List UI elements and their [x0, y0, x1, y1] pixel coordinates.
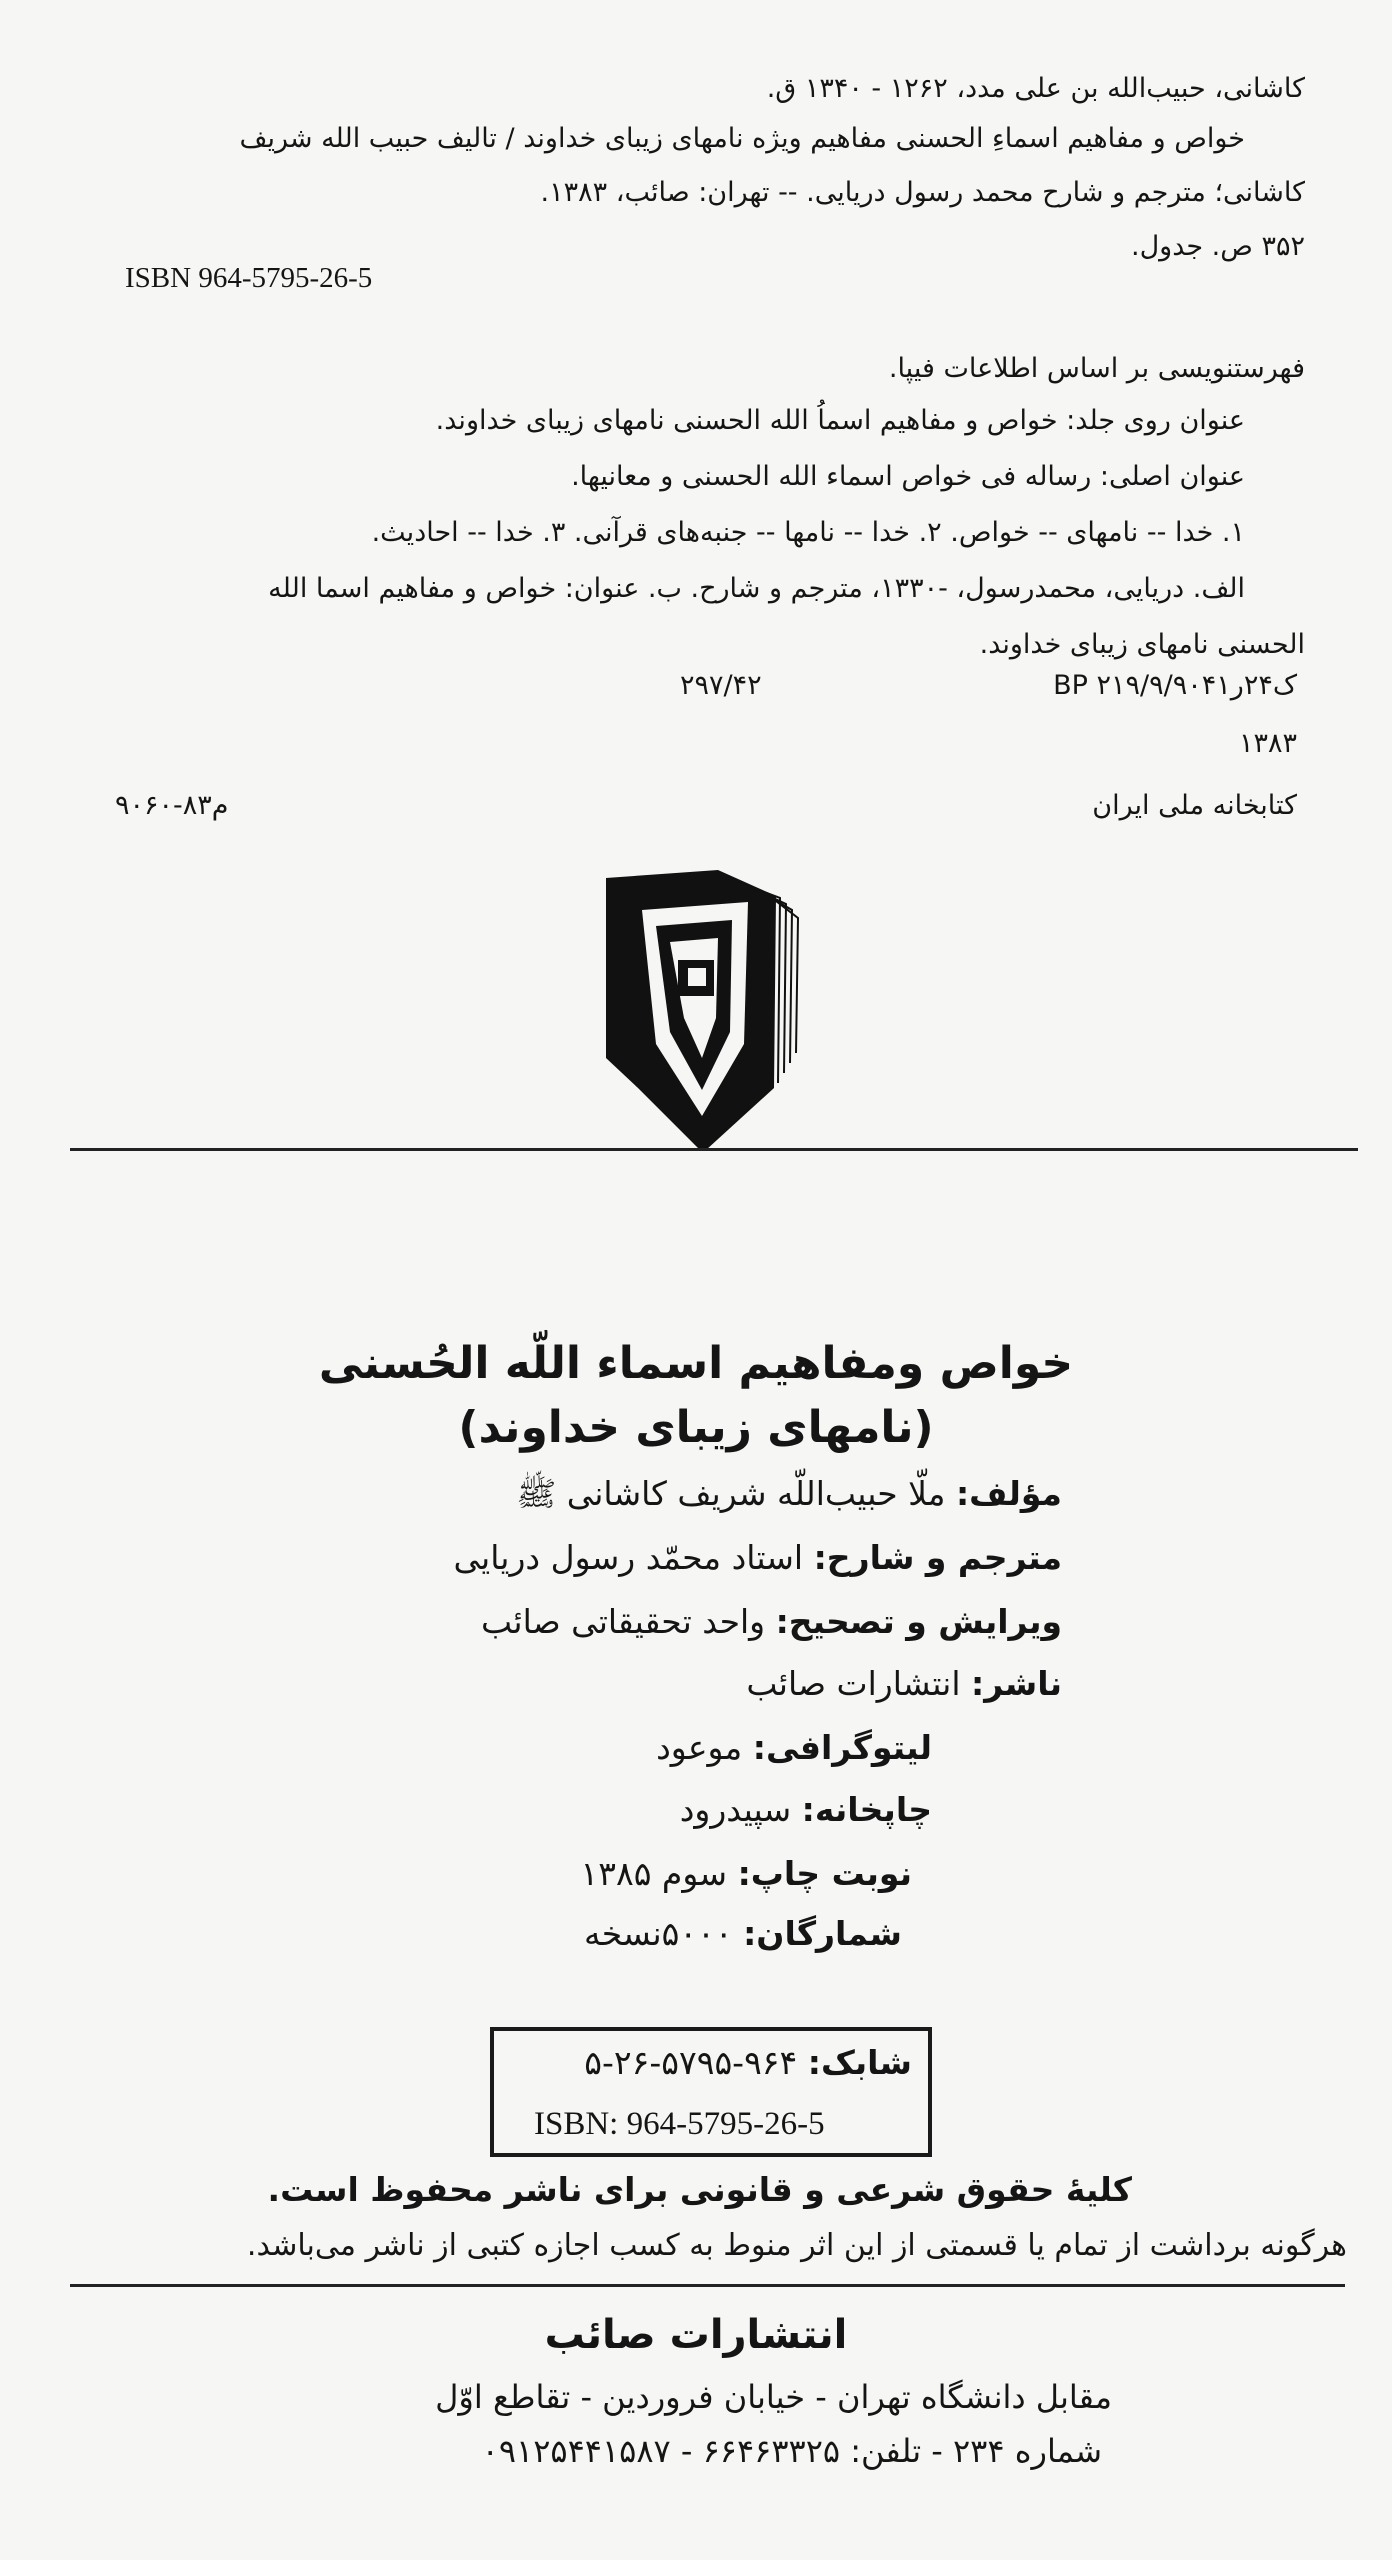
credit-lithography — [656, 1728, 932, 1767]
cataloging-block — [120, 60, 1305, 840]
cip-pages-line: ۳۵۲ ص. جدول. — [1130, 231, 1305, 262]
cip-isbn: ISBN 964-5795-26-5 — [125, 262, 373, 294]
credit-value: ۵۰۰۰نسخه — [584, 1914, 733, 1953]
credit-value: سپیدرود — [679, 1790, 792, 1829]
credit-value: سوم ۱۳۸۵ — [580, 1854, 728, 1893]
rights-notice: کلیهٔ حقوق شرعی و قانونی برای ناشر محفوظ است. — [267, 2170, 1132, 2209]
credit-label: ویرایش و تصحیح: — [775, 1602, 1062, 1641]
credit-label: نوبت چاپ: — [737, 1854, 912, 1893]
book-subtitle: (نامهای زیبای خداوند) — [458, 1402, 934, 1453]
credit-value: ملّا حبیب‌اللّه شریف کاشانی ﷺ — [516, 1474, 946, 1513]
cip-author-line: کاشانی، حبیب‌الله بن علی مدد، ۱۲۶۲ - ۱۳۴۰ ق. — [766, 73, 1305, 104]
cip-subjects-line: ۱. خدا -- نامهای -- خواص. ۲. خدا -- نامها -- جنبه‌های قرآنی. ۳. خدا -- احادیث. — [371, 517, 1245, 548]
publisher-address: مقابل دانشگاه تهران - خیابان فروردین - تقاطع اوّل — [435, 2378, 1112, 2416]
cip-added-entries-cont: الحسنی نامهای زیبای خداوند. — [979, 629, 1305, 660]
credit-label: شمارگان: — [743, 1914, 902, 1953]
cip-added-entries-line: الف. دریایی، محمدرسول، -۱۳۳۰، مترجم و شارح. ب. عنوان: خواص و مفاهیم اسما الله — [268, 573, 1245, 604]
credit-author — [516, 1474, 1062, 1522]
credit-print-run — [584, 1914, 902, 1953]
credit-value: انتشارات صائب — [746, 1664, 961, 1703]
isbn-persian — [584, 2043, 912, 2082]
cip-dewey: ۲۹۷/۴۲ — [680, 670, 762, 701]
isbn-latin: ISBN: 964-5795-26-5 — [534, 2106, 825, 2142]
isbn-box — [490, 2027, 932, 2157]
cip-library: کتابخانه ملی ایران — [1092, 790, 1297, 821]
cip-year: ۱۳۸۳ — [1238, 728, 1297, 759]
copy-notice: هرگونه برداشت از تمام یا قسمتی از این اثر منوط به کسب اجازه کتبی از ناشر می‌باشد. — [246, 2228, 1347, 2263]
isbn-persian-value: ۵-۲۶-۵۷۹۵-۹۶۴ — [584, 2043, 798, 2082]
credit-label: مؤلف: — [955, 1474, 1062, 1513]
credit-publisher — [746, 1664, 1062, 1703]
cip-title-line: خواص و مفاهیم اسماءِ الحسنی مفاهیم ویژه نامهای زیبای خداوند / تالیف حبیب الله شریف — [239, 123, 1245, 154]
credit-label: ناشر: — [971, 1664, 1062, 1703]
credit-value: موعود — [656, 1728, 743, 1767]
credit-value: واحد تحقیقاتی صائب — [481, 1602, 766, 1641]
cip-classification: BP ۲۱۹/۹/ک۲۴ر۹۰۴۱ — [1053, 670, 1297, 701]
credit-translator — [454, 1538, 1062, 1577]
credit-label: چاپخانه: — [801, 1790, 932, 1829]
book-title: خواص ومفاهیم اسماء اللّه الحُسنی — [318, 1338, 1074, 1389]
cip-original-title-line: عنوان اصلی: رساله فی خواص اسماء الله الحسنی و معانیها. — [571, 461, 1245, 492]
credit-label: لیتوگرافی: — [752, 1728, 932, 1767]
cip-fipa-line: فهرستنویسی بر اساس اطلاعات فیپا. — [888, 353, 1305, 384]
credit-label: مترجم و شارح: — [813, 1538, 1062, 1577]
cip-library-number: م۸۳-۹۰۶۰ — [115, 790, 229, 821]
cip-cover-title-line: عنوان روی جلد: خواص و مفاهیم اسماُ الله الحسنی نامهای زیبای خداوند. — [435, 405, 1245, 436]
credit-value: استاد محمّد رسول دریایی — [453, 1538, 804, 1577]
publisher-phone: شماره ۲۳۴ - تلفن: ۶۶۴۶۳۳۲۵ - ۰۹۱۲۵۴۴۱۵۸۷ — [481, 2432, 1102, 2470]
credit-edition — [581, 1854, 912, 1893]
divider — [70, 1148, 1358, 1151]
cip-translator-line: کاشانی؛ مترجم و شارح محمد رسول دریایی. -- تهران: صائب، ۱۳۸۳. — [540, 177, 1305, 208]
publisher-name: انتشارات صائب — [544, 2312, 848, 2358]
isbn-label: شابک: — [807, 2043, 912, 2082]
divider — [70, 2284, 1345, 2287]
credit-editor — [481, 1602, 1062, 1641]
credit-printer — [680, 1790, 932, 1829]
publisher-logo-icon — [598, 868, 808, 1150]
